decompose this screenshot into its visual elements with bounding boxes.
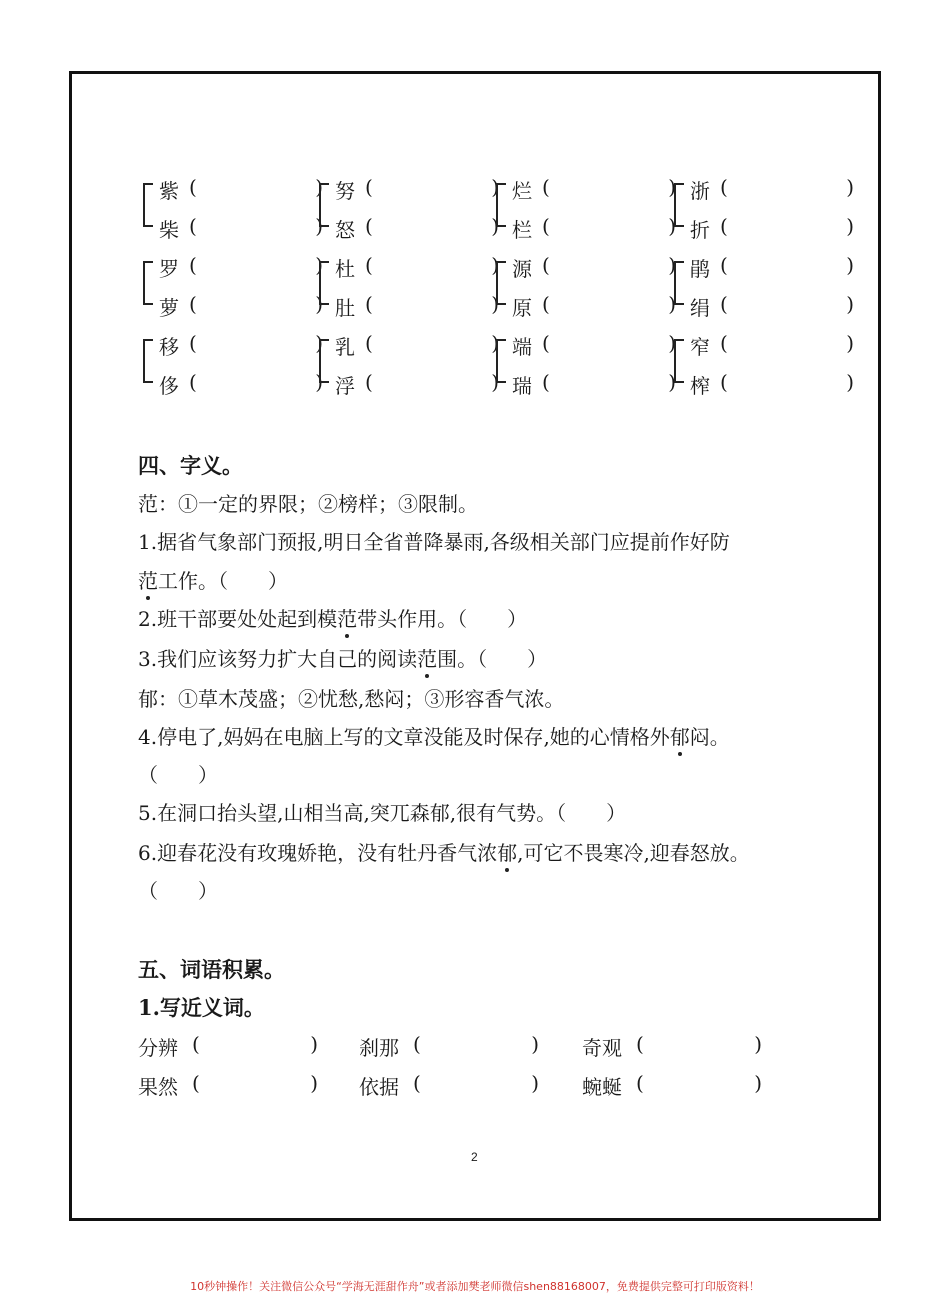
open-paren: ( — [542, 253, 550, 277]
open-paren: ( — [720, 370, 728, 394]
char-row — [690, 331, 854, 359]
char-pair — [319, 175, 499, 253]
char-pair — [143, 331, 323, 409]
char: 源 — [512, 257, 532, 281]
section4-title: 四、字义。 — [138, 453, 243, 478]
close-paren: ) — [668, 370, 676, 394]
page-number: 2 — [471, 1150, 478, 1164]
close-paren: ) — [668, 253, 676, 277]
close-paren: ) — [531, 1032, 539, 1056]
open-paren: ( — [189, 253, 197, 277]
close-paren: ) — [315, 175, 323, 199]
open-paren: ( — [192, 1032, 200, 1056]
close-paren: ) — [668, 292, 676, 316]
close-paren: ) — [491, 292, 499, 316]
open-paren: ( — [542, 214, 550, 238]
synonym-item — [582, 1071, 762, 1097]
open-paren: ( — [413, 1032, 421, 1056]
bracket-icon — [674, 261, 684, 305]
char-row — [512, 370, 676, 398]
char: 瑞 — [512, 374, 532, 398]
close-paren: ) — [491, 331, 499, 355]
q4: 4.停电了,妈妈在电脑上写的文章没能及时保存,她的心情格外郁闷。 — [138, 721, 730, 750]
section5-title: 五、词语积累。 — [138, 957, 285, 982]
char-row — [335, 253, 499, 281]
q3: 3.我们应该努力扩大自己的阅读范围。（ ） — [138, 643, 547, 672]
open-paren: ( — [189, 292, 197, 316]
char: 绢 — [690, 296, 710, 320]
char: 怒 — [335, 218, 355, 242]
char: 烂 — [512, 179, 532, 203]
q1-line1: 1.据省气象部门预报,明日全省普降暴雨,各级相关部门应提前作好防 — [138, 530, 730, 554]
char: 柴 — [159, 218, 179, 242]
char: 原 — [512, 296, 532, 320]
close-paren: ) — [310, 1071, 318, 1095]
synonym-word: 奇观 — [582, 1036, 622, 1060]
synonym-word: 蜿蜒 — [582, 1075, 622, 1099]
char: 杜 — [335, 257, 355, 281]
close-paren: ) — [491, 370, 499, 394]
open-paren: ( — [636, 1032, 644, 1056]
open-paren: ( — [189, 175, 197, 199]
char-pair — [674, 253, 854, 331]
char-row — [512, 175, 676, 203]
q1-line2: 范工作。（ ） — [138, 565, 288, 594]
char: 榨 — [690, 374, 710, 398]
char-pair — [143, 175, 323, 253]
char: 侈 — [159, 374, 179, 398]
synonym-word: 依据 — [359, 1075, 399, 1099]
close-paren: ) — [754, 1071, 762, 1095]
char-pair — [319, 253, 499, 331]
open-paren: ( — [365, 175, 373, 199]
char-pair — [674, 331, 854, 409]
char-row — [335, 292, 499, 320]
fan-definition: 范：①一定的界限；②榜样；③限制。 — [138, 492, 478, 516]
synonym-item — [138, 1071, 318, 1097]
char: 浮 — [335, 374, 355, 398]
open-paren: ( — [365, 253, 373, 277]
open-paren: ( — [636, 1071, 644, 1095]
close-paren: ) — [846, 292, 854, 316]
dotted-char: 郁 — [497, 837, 517, 866]
char: 浙 — [690, 179, 710, 203]
bracket-icon — [319, 183, 329, 227]
dotted-char: 郁 — [670, 721, 690, 750]
bracket-icon — [674, 339, 684, 383]
open-paren: ( — [542, 370, 550, 394]
dotted-char: 范 — [138, 565, 158, 594]
char: 萝 — [159, 296, 179, 320]
char: 窄 — [690, 335, 710, 359]
close-paren: ) — [668, 214, 676, 238]
open-paren: ( — [720, 331, 728, 355]
char-row — [512, 214, 676, 242]
char-row — [690, 370, 854, 398]
synonyms-subtitle: 1.写近义词。 — [138, 995, 265, 1020]
open-paren: ( — [542, 292, 550, 316]
char: 罗 — [159, 257, 179, 281]
close-paren: ) — [310, 1032, 318, 1056]
char-row — [690, 292, 854, 320]
q2: 2.班干部要处处起到模范带头作用。（ ） — [138, 603, 527, 632]
close-paren: ) — [846, 253, 854, 277]
dotted-char: 范 — [417, 643, 437, 672]
bracket-icon — [496, 339, 506, 383]
yu-definition: 郁：①草木茂盛；②忧愁,愁闷；③形容香气浓。 — [138, 687, 565, 711]
close-paren: ) — [846, 175, 854, 199]
char: 鹃 — [690, 257, 710, 281]
open-paren: ( — [720, 253, 728, 277]
footer-note: 10秒钟操作！关注微信公众号“学海无涯甜作舟”或者添加樊老师微信shen88168007，免费提供完整可打印版资料！ — [190, 1280, 760, 1293]
char: 移 — [159, 335, 179, 359]
q6: 6.迎春花没有玫瑰娇艳，没有牡丹香气浓郁,可它不畏寒冷,迎春怒放。 — [138, 837, 750, 866]
open-paren: ( — [365, 214, 373, 238]
synonym-word: 刹那 — [359, 1036, 399, 1060]
synonym-item — [138, 1032, 318, 1058]
dotted-char: 范 — [337, 603, 357, 632]
close-paren: ) — [531, 1071, 539, 1095]
bracket-icon — [496, 261, 506, 305]
char-row — [159, 292, 323, 320]
open-paren: ( — [192, 1071, 200, 1095]
close-paren: ) — [668, 175, 676, 199]
open-paren: ( — [189, 331, 197, 355]
close-paren: ) — [315, 331, 323, 355]
char-row — [159, 370, 323, 398]
open-paren: ( — [365, 370, 373, 394]
bracket-icon — [319, 261, 329, 305]
char-row — [335, 214, 499, 242]
char-row — [690, 214, 854, 242]
char: 栏 — [512, 218, 532, 242]
open-paren: ( — [189, 370, 197, 394]
char-row — [159, 214, 323, 242]
char-row — [335, 175, 499, 203]
char: 乳 — [335, 335, 355, 359]
synonym-item — [359, 1032, 539, 1058]
open-paren: ( — [720, 214, 728, 238]
bracket-icon — [143, 339, 153, 383]
open-paren: ( — [189, 214, 197, 238]
char-pair — [496, 175, 676, 253]
synonym-item — [359, 1071, 539, 1097]
char: 紫 — [159, 179, 179, 203]
close-paren: ) — [315, 370, 323, 394]
bracket-icon — [674, 183, 684, 227]
q6-answer-paren: （ ） — [138, 879, 218, 903]
close-paren: ) — [315, 292, 323, 316]
char: 折 — [690, 218, 710, 242]
close-paren: ) — [491, 175, 499, 199]
close-paren: ) — [668, 331, 676, 355]
close-paren: ) — [491, 214, 499, 238]
close-paren: ) — [315, 214, 323, 238]
open-paren: ( — [413, 1071, 421, 1095]
bracket-icon — [319, 339, 329, 383]
synonym-word: 果然 — [138, 1075, 178, 1099]
close-paren: ) — [315, 253, 323, 277]
char-row — [335, 331, 499, 359]
char-row — [690, 253, 854, 281]
char-row — [690, 175, 854, 203]
char-row — [159, 253, 323, 281]
synonym-item — [582, 1032, 762, 1058]
synonym-word: 分辨 — [138, 1036, 178, 1060]
close-paren: ) — [846, 370, 854, 394]
close-paren: ) — [491, 253, 499, 277]
char-row — [159, 175, 323, 203]
char-pair — [319, 331, 499, 409]
char-row — [512, 331, 676, 359]
char-row — [159, 331, 323, 359]
char-pair — [143, 253, 323, 331]
open-paren: ( — [720, 175, 728, 199]
char: 肚 — [335, 296, 355, 320]
q5: 5.在洞口抬头望,山相当高,突兀森郁,很有气势。（ ） — [138, 801, 627, 825]
close-paren: ) — [846, 331, 854, 355]
open-paren: ( — [365, 331, 373, 355]
char-pair — [674, 175, 854, 253]
open-paren: ( — [542, 175, 550, 199]
char-pair — [496, 331, 676, 409]
open-paren: ( — [365, 292, 373, 316]
bracket-icon — [143, 261, 153, 305]
char-row — [335, 370, 499, 398]
bracket-icon — [143, 183, 153, 227]
char-pair — [496, 253, 676, 331]
open-paren: ( — [542, 331, 550, 355]
char-row — [512, 292, 676, 320]
char: 端 — [512, 335, 532, 359]
close-paren: ) — [846, 214, 854, 238]
char-row — [512, 253, 676, 281]
close-paren: ) — [754, 1032, 762, 1056]
q4-answer-paren: （ ） — [138, 763, 218, 787]
open-paren: ( — [720, 292, 728, 316]
char: 努 — [335, 179, 355, 203]
bracket-icon — [496, 183, 506, 227]
